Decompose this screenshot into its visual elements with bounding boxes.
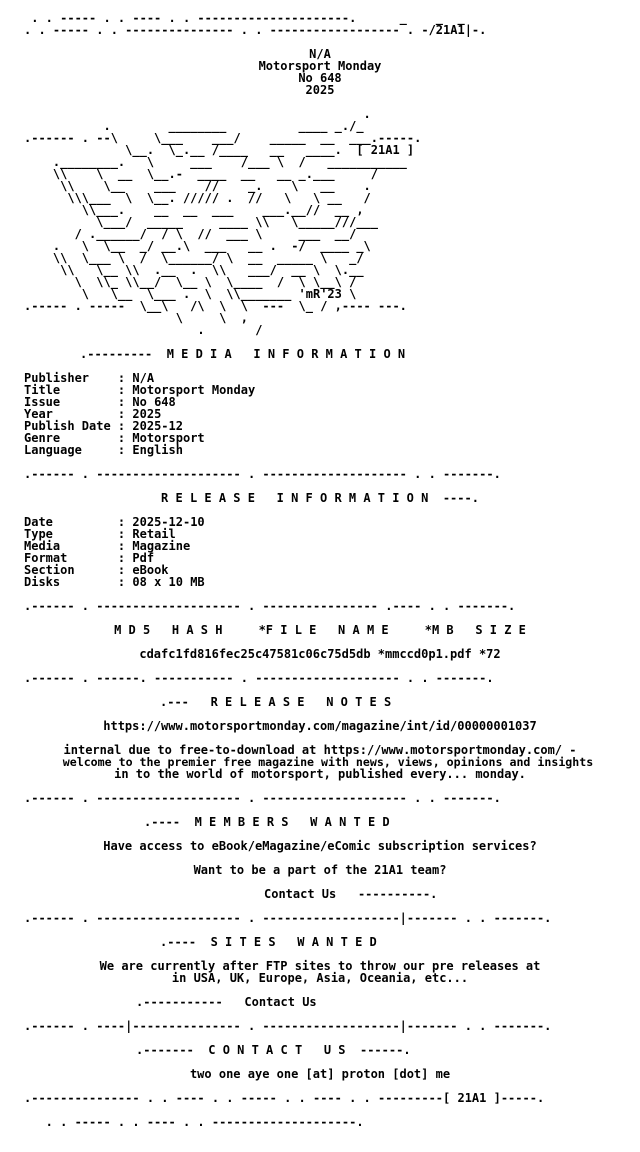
info-label: Issue	[24, 395, 111, 409]
media-info-table	[24, 372, 640, 456]
info-row: Publish Date : 2025-12	[24, 419, 183, 433]
ascii-logo-line: \ \__ \___ . \ \\_______ 'mR'23 \	[24, 287, 357, 301]
release-heading: R E L E A S E I N F O R M A T I O N	[161, 491, 429, 505]
info-label: Language	[24, 443, 111, 457]
md5-hash: cdafc1fd816fec25c47581c06c75d5db	[139, 647, 371, 661]
contact-heading-rule-right: ------.	[359, 1043, 411, 1057]
info-row: Media : Magazine	[24, 539, 191, 553]
info-label: Media	[24, 539, 111, 553]
ascii-logo-line: \__. \_.__ /____ __ ____. [ 21A1 ]	[24, 143, 415, 157]
hash-row	[24, 648, 616, 660]
media-heading-line	[24, 348, 640, 360]
ascii-logo-line: \\ \__ \\ .__ . \\ ___/ __ \ \.__	[24, 263, 364, 277]
info-value: 08 x 10 MB	[132, 575, 205, 589]
file-name: *mmccd0p1.pdf	[377, 647, 472, 661]
sites-contact-line	[24, 996, 640, 1008]
info-row: Section : eBook	[24, 563, 169, 577]
members-question-2: Want to be a part of the 21A1 team?	[193, 863, 447, 877]
info-value: Pdf	[132, 551, 155, 565]
ascii-logo	[24, 108, 640, 336]
ascii-logo-line: . /	[24, 323, 263, 337]
info-row: Format : Pdf	[24, 551, 155, 565]
info-value: 2025-12-10	[132, 515, 205, 529]
info-value: 2025-12	[132, 419, 183, 433]
divider: .------ . ----|--------------- . -------------------|------- . . -------.	[24, 1019, 552, 1033]
info-label: Publisher	[24, 371, 111, 385]
members-contact-line	[24, 888, 640, 900]
divider: .------ . -------------------- . -------------------- . . -------.	[24, 791, 501, 805]
sites-heading-rule: .----	[160, 935, 197, 949]
contact-heading: C O N T A C T U S	[208, 1043, 346, 1057]
members-question-1: Have access to eBook/eMagazine/eComic subscription services?	[103, 839, 537, 853]
release-title: Motorsport Monday	[258, 59, 382, 73]
header-rule-bottom: . . ----- . . --------------- . . ------------------ . -/21A1|-.	[24, 23, 487, 37]
contact-email: two one aye one [at] proton [dot] me	[189, 1067, 451, 1081]
info-row: Date : 2025-12-10	[24, 515, 205, 529]
info-row: Publisher : N/A	[24, 371, 155, 385]
ascii-logo-line: \\ \__ ___ // _. \ __ .	[24, 179, 371, 193]
ascii-logo-line: \\___. __ __ ___ ___.__// __ ,	[24, 203, 364, 217]
contact-heading-line	[24, 1044, 640, 1056]
info-value: Retail	[132, 527, 176, 541]
members-heading: M E M B E R S W A N T E D	[194, 815, 390, 829]
sites-heading: S I T E S W A N T E D	[210, 935, 377, 949]
ascii-logo-line: \\ \___ \ / \______/ \ __ _____ \ _/	[24, 251, 364, 265]
members-contact-link[interactable]: Contact Us	[264, 887, 337, 901]
contact-heading-rule-left: .-------	[136, 1043, 194, 1057]
divider: .------ . ------. ----------- . -------------------- . . -------.	[24, 671, 494, 685]
ascii-logo-line: .------ . --\ \___ ___/ _____ __ ___.-----.	[24, 131, 422, 145]
ascii-logo-line: \___/ _____ ____ \\ \_____///___	[24, 215, 379, 229]
sites-text-1: We are currently after FTP sites to throw our pre releases at	[99, 959, 541, 973]
notes-text-3: in to the world of motorsport, published every... monday.	[114, 767, 526, 781]
info-row: Disks : 08 x 10 MB	[24, 575, 205, 589]
info-row: Issue : No 648	[24, 395, 176, 409]
info-label: Date	[24, 515, 111, 529]
footer-rule-bottom: . . ----- . . ---- . . --------------------.	[24, 1115, 364, 1129]
release-heading-rule: ----.	[442, 491, 479, 505]
release-issue: No 648	[298, 71, 342, 85]
info-row: Year : 2025	[24, 407, 162, 421]
sites-text-2: in USA, UK, Europe, Asia, Oceania, etc...	[171, 971, 469, 985]
sites-heading-line	[24, 936, 640, 948]
info-label: Format	[24, 551, 111, 565]
info-label: Title	[24, 383, 111, 397]
info-value: Motorsport Monday	[132, 383, 256, 397]
notes-text-1: internal due to free-to-download at https://www.motorsportmonday.com/ -	[63, 743, 577, 757]
info-row: Type : Retail	[24, 527, 176, 541]
info-label: Section	[24, 563, 111, 577]
divider: .------ . -------------------- . -------------------|------- . . -------.	[24, 911, 552, 925]
info-value: English	[132, 443, 183, 457]
members-heading-rule: .----	[144, 815, 181, 829]
info-label: Type	[24, 527, 111, 541]
notes-heading-rule: .---	[160, 695, 189, 709]
members-contact-rule: ----------.	[357, 887, 438, 901]
info-label: Disks	[24, 575, 111, 589]
info-label: Publish Date	[24, 419, 111, 433]
ascii-logo-line: .	[24, 107, 371, 121]
info-value: eBook	[132, 563, 169, 577]
notes-heading-line	[24, 696, 640, 708]
ascii-logo-line: / .______/ / \ // ___ \ ___ __/	[24, 227, 357, 241]
info-row: Language : English	[24, 443, 183, 457]
ascii-logo-line: . \ \__ _/ __.\ ___ __ . -/ ____ _\	[24, 239, 371, 253]
ascii-logo-line: \ \\_ \\__/ \__ \ \____ / \ \__\ /	[24, 275, 357, 289]
footer-rule-top: .--------------- . . ---- . . ----- . . ---- . . ---------[ 21A1 ]-----.	[24, 1091, 545, 1105]
release-heading-line	[24, 492, 616, 504]
release-year: 2025	[305, 83, 335, 97]
ascii-logo-line: . ________ ____ _./_	[24, 119, 364, 133]
media-heading-rule: .---------	[80, 347, 153, 361]
notes-url: https://www.motorsportmonday.com/magazine/int/id/00000001037	[103, 719, 537, 733]
divider: .------ . -------------------- . -------------------- . . -------.	[24, 467, 501, 481]
media-heading: M E D I A I N F O R M A T I O N	[166, 347, 406, 361]
ascii-logo-line: \ \ ,	[24, 311, 248, 325]
info-value: N/A	[132, 371, 155, 385]
release-info-table	[24, 516, 640, 588]
info-value: No 648	[132, 395, 176, 409]
ascii-logo-line: .________. \ ___ /___ \ / ___________	[24, 155, 407, 169]
info-value: 2025	[132, 407, 162, 421]
ascii-logo-line: \\ \ __ \__.- ____ __ __ _.___ /	[24, 167, 379, 181]
info-label: Genre	[24, 431, 111, 445]
members-heading-line	[24, 816, 640, 828]
sites-contact-link[interactable]: Contact Us	[244, 995, 317, 1009]
notes-text-2: welcome to the premier free magazine with news, views, opinions and insights	[62, 755, 594, 769]
divider: .------ . -------------------- . ---------------- .---- . . -------.	[24, 599, 516, 613]
hash-heading: M D 5 H A S H *F I L E N A M E *M B S I Z E	[114, 623, 526, 637]
info-row: Genre : Motorsport	[24, 431, 205, 445]
notes-heading: R E L E A S E N O T E S	[210, 695, 392, 709]
info-value: Motorsport	[132, 431, 205, 445]
info-row: Title : Motorsport Monday	[24, 383, 256, 397]
header-rule-top: . . ----- . . ---- . . ---------------------. _ _ _	[24, 11, 472, 25]
info-value: Magazine	[132, 539, 191, 553]
ascii-logo-line: .----- . ----- \__\ /\ \ \ --- \_ / ,---- ---.	[24, 299, 407, 313]
sites-contact-rule: .-----------	[136, 995, 223, 1009]
nfo-document	[24, 0, 640, 1128]
ascii-logo-line: \\\___ \ \__. ///// . // \ \ __ /	[24, 191, 371, 205]
release-name: N/A	[309, 47, 331, 61]
file-size: *72	[478, 647, 501, 661]
info-label: Year	[24, 407, 111, 421]
